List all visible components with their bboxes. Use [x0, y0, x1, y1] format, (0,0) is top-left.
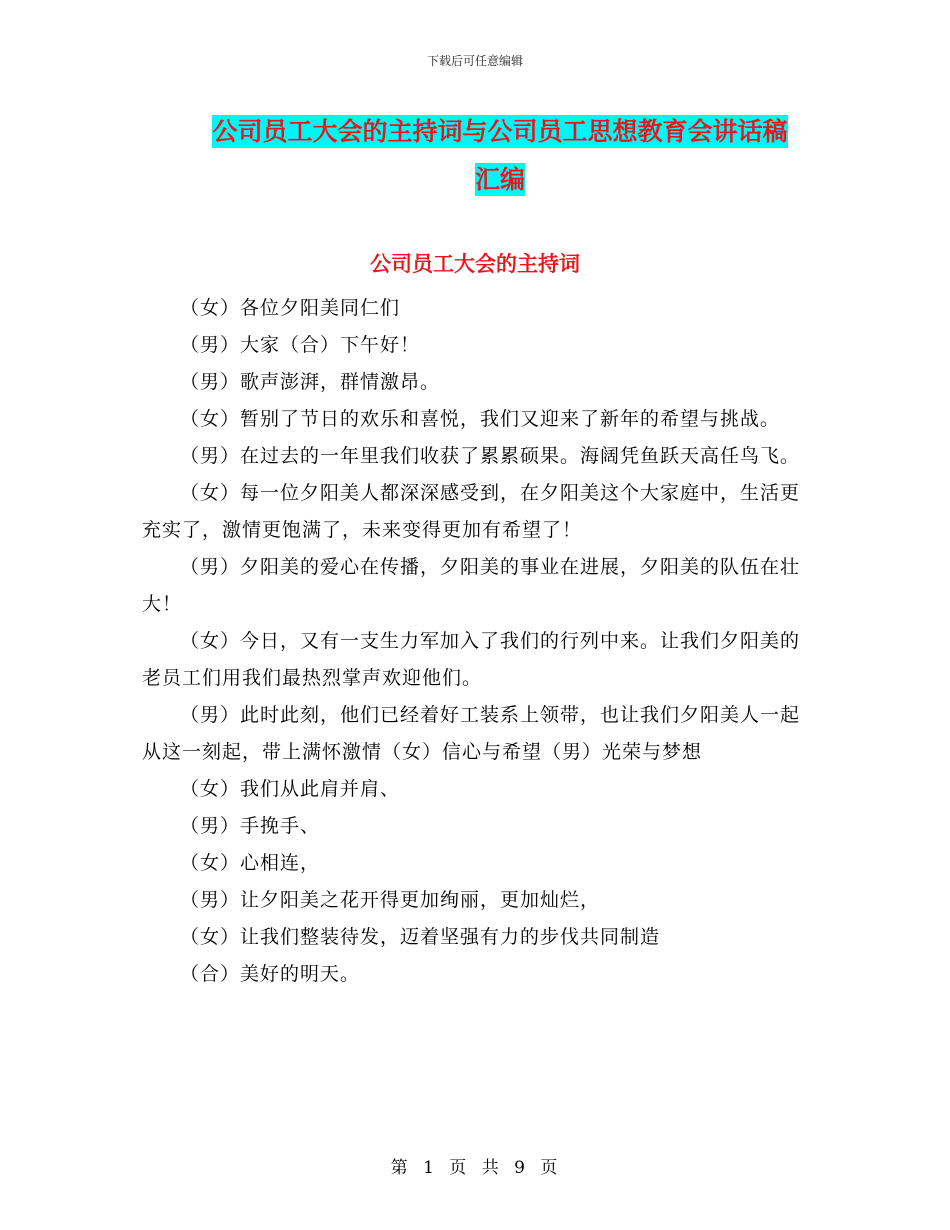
document-title-line2: 汇编	[474, 165, 525, 194]
paragraph: （男）在过去的一年里我们收获了累累硕果。海阔凭鱼跃天高任鸟飞。	[180, 445, 801, 467]
paragraph: （男）大家（合）下午好！	[180, 334, 421, 356]
paragraph: （女）心相连，	[180, 852, 321, 874]
paragraph: （女）每一位夕阳美人都深深感受到，在夕阳美这个大家庭中，生活更充实了，激情更饱满了，未来变得更加有希望了！	[142, 482, 801, 541]
paragraph: （女）各位夕阳美同仁们	[180, 297, 401, 319]
paragraph: （合）美好的明天。	[180, 963, 361, 985]
paragraph: （男）让夕阳美之花开得更加绚丽，更加灿烂，	[180, 889, 601, 911]
paragraph: （女）暂别了节日的欢乐和喜悦，我们又迎来了新年的希望与挑战。	[180, 408, 781, 430]
paragraph: （男）夕阳美的爱心在传播，夕阳美的事业在进展，夕阳美的队伍在壮大！	[142, 556, 801, 615]
paragraph: （女）我们从此肩并肩、	[180, 778, 401, 800]
paragraph: （男）歌声澎湃，群情激昂。	[180, 371, 441, 393]
document-title	[190, 108, 810, 204]
document-body	[142, 290, 802, 993]
page-header: 下载后可任意编辑	[426, 54, 523, 68]
section-title: 公司员工大会的主持词	[370, 252, 580, 276]
paragraph: （女）今日，又有一支生力军加入了我们的行列中来。让我们夕阳美的老员工们用我们最热烈掌声欢迎他们。	[142, 630, 801, 689]
paragraph: （男）手挽手、	[180, 815, 321, 837]
page-footer: 第 1 页 共 9 页	[390, 1158, 560, 1178]
paragraph: （男）此时此刻，他们已经着好工装系上领带，也让我们夕阳美人一起从这一刻起，带上满怀激情（女）信心与希望（男）光荣与梦想	[142, 704, 801, 763]
paragraph: （女）让我们整装待发，迈着坚强有力的步伐共同制造	[180, 926, 661, 948]
document-title-line1: 公司员工大会的主持词与公司员工思想教育会讲话稿	[212, 117, 788, 146]
